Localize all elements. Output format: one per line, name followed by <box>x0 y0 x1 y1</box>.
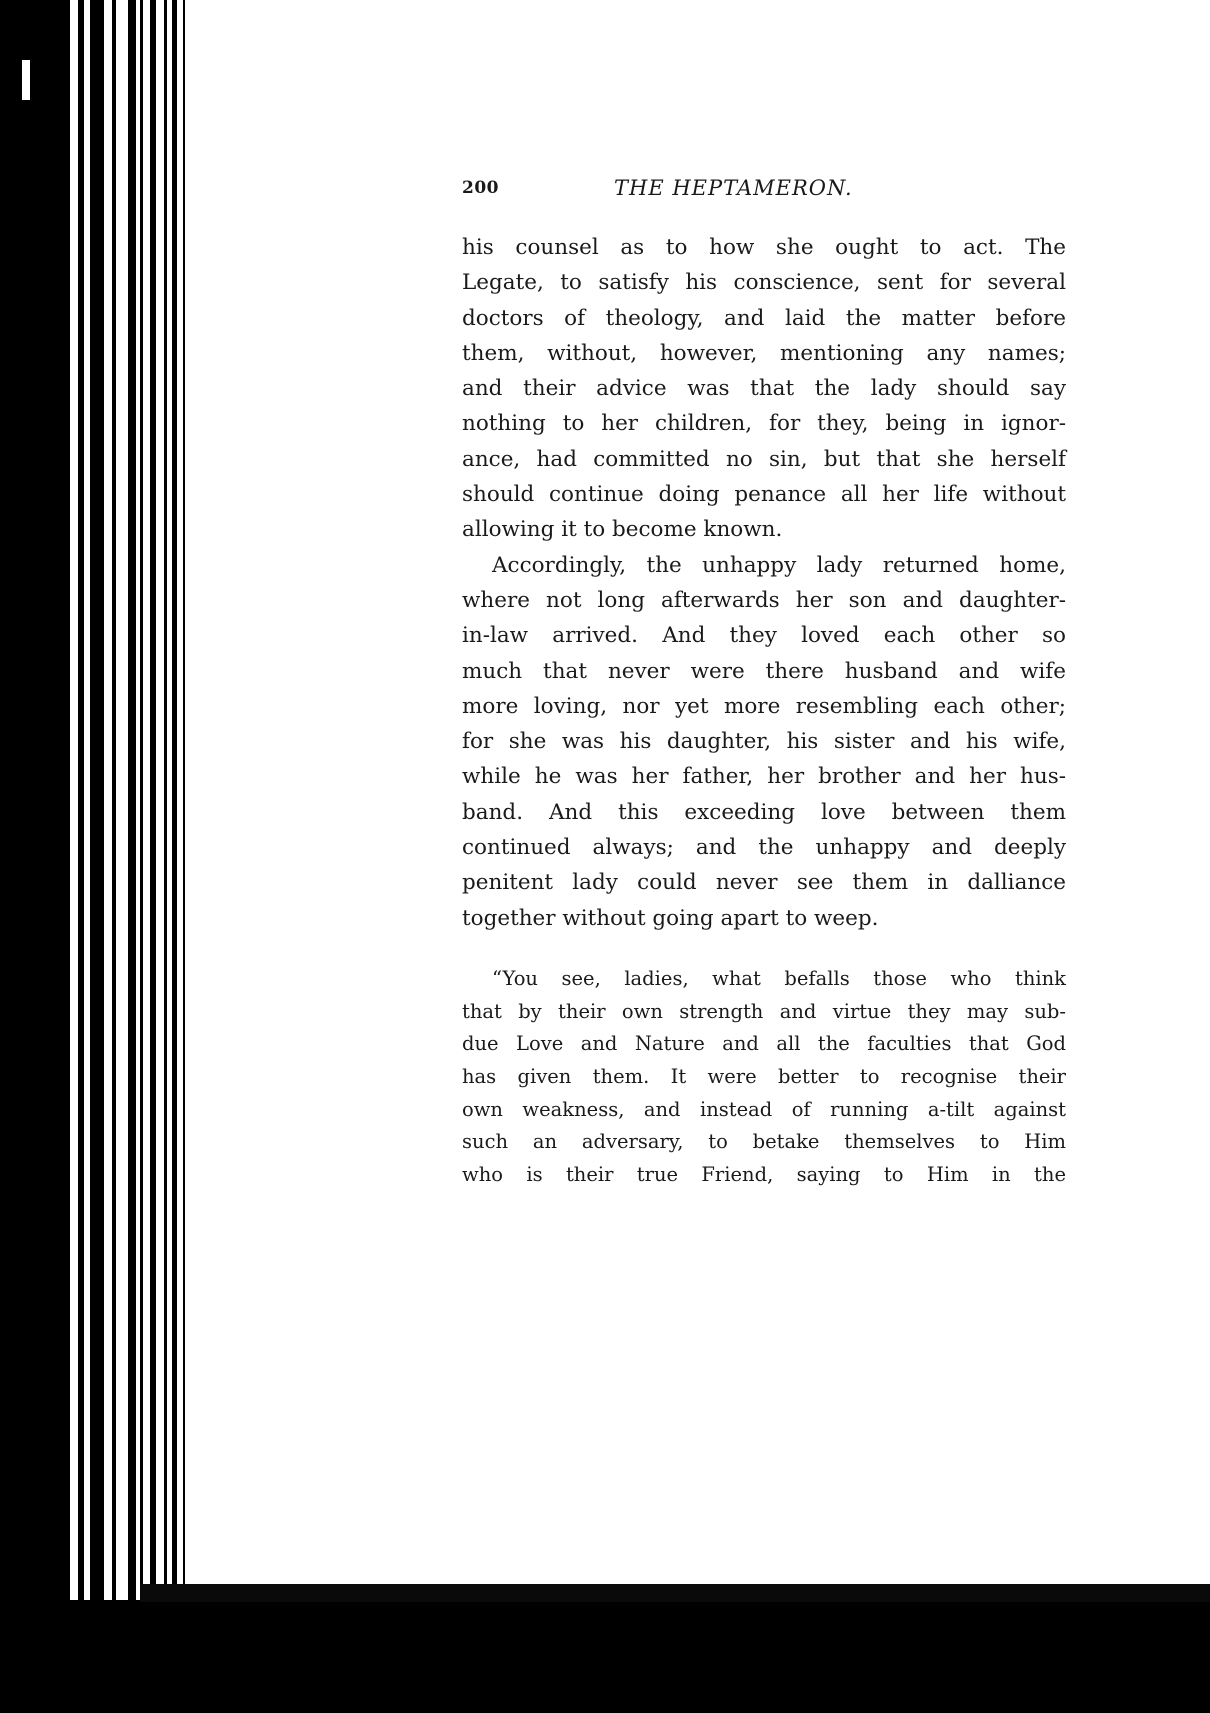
spine-edge <box>78 0 84 1640</box>
spine-edge <box>90 0 104 1660</box>
discussion-text <box>462 963 1066 1192</box>
book-spine-scan <box>0 0 190 1713</box>
text-line: much that never were there husband and wife <box>462 658 1066 684</box>
text-line: his counsel as to how she ought to act. The <box>462 235 1066 260</box>
text-line: nothing to her children, for they, being in ignor- <box>462 411 1066 437</box>
spine-highlight <box>22 60 30 100</box>
text-line: continued always; and the unhappy and deeply <box>462 835 1066 861</box>
text-line: who is their true Friend, saying to Him in the <box>462 1163 1066 1187</box>
spine-edge <box>172 0 177 1610</box>
text-line: “You see, ladies, what befalls those who think <box>492 967 1066 990</box>
spine-edge <box>140 0 143 1630</box>
text-line: and their advice was that the lady should say <box>462 376 1066 402</box>
text-line: them, without, however, mentioning any names; <box>462 340 1066 366</box>
spine-shadow <box>0 0 52 1713</box>
running-head <box>462 178 1066 204</box>
text-line: doctors of theology, and laid the matter before <box>462 305 1066 331</box>
spine-edge <box>128 0 136 1640</box>
text-line: band. And this exceeding love between them <box>462 799 1066 825</box>
text-line: due Love and Nature and all the faculties that God <box>462 1032 1066 1056</box>
text-line: such an adversary, to betake themselves to Him <box>462 1130 1066 1154</box>
text-line: for she was his daughter, his sister and his wife, <box>462 729 1066 755</box>
scan-bottom-shadow <box>0 1600 1210 1713</box>
text-line: Legate, to satisfy his conscience, sent for several <box>462 270 1066 296</box>
text-line: in-law arrived. And they loved each other so <box>462 623 1066 649</box>
scan-bottom-edge <box>140 1584 1210 1602</box>
text-line: has given them. It were better to recognise their <box>462 1065 1066 1089</box>
text-line: own weakness, and instead of running a-tilt against <box>462 1097 1066 1121</box>
text-line: where not long afterwards her son and daughter- <box>462 587 1066 613</box>
text-line: more loving, nor yet more resembling each other; <box>462 693 1066 719</box>
spine-edge <box>112 0 116 1650</box>
text-line: ance, had committed no sin, but that she herself <box>462 446 1066 472</box>
text-line: Accordingly, the unhappy lady returned home, <box>492 552 1066 578</box>
text-line: together without going apart to weep. <box>462 905 879 931</box>
text-line: allowing it to become known. <box>462 517 783 543</box>
text-line: should continue doing penance all her life without <box>462 482 1066 508</box>
spine-edge <box>150 0 156 1620</box>
spine-edge <box>164 0 167 1600</box>
body-text <box>462 230 1066 936</box>
text-line: that by their own strength and virtue they may sub- <box>462 999 1066 1023</box>
page-number: 200 <box>462 178 499 198</box>
text-line: penitent lady could never see them in dalliance <box>462 870 1066 896</box>
spine-edge <box>183 0 185 1590</box>
text-line: while he was her father, her brother and her hus- <box>462 764 1066 790</box>
spine-edge <box>52 0 70 1620</box>
running-title: THE HEPTAMERON. <box>614 176 853 200</box>
